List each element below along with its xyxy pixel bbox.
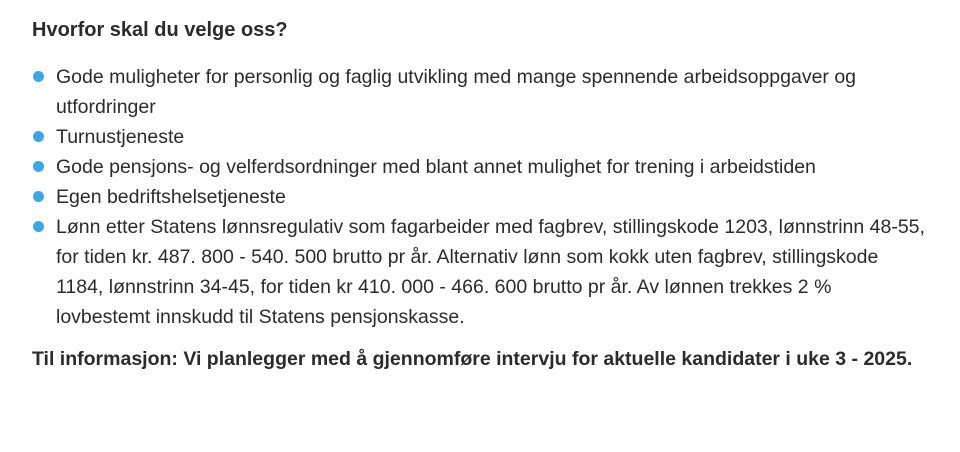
- bullet-dot-icon: [33, 161, 44, 172]
- list-item-text: Gode muligheter for personlig og faglig utvikling med mange spennende arbeidsoppgaver og utfordringer: [56, 66, 857, 118]
- list-item: [32, 212, 928, 332]
- list-item-text: Turnustjeneste: [56, 126, 185, 148]
- bullet-dot-icon: [33, 221, 44, 232]
- list-item: [32, 62, 928, 122]
- section-heading: Hvorfor skal du velge oss?: [32, 19, 288, 41]
- interview-info: Til informasjon: Vi planlegger med å gjennomføre intervju for aktuelle kandidater i uke 3 - 2025.: [32, 348, 913, 370]
- list-item: [32, 122, 928, 152]
- list-item: [32, 182, 928, 212]
- list-item-text: Lønn etter Statens lønnsregulativ som fagarbeider med fagbrev, stillingskode 1203, lønnstrinn 48-55, for tiden kr. 487. 800 - 540. 500 brutto pr år. Alternativ lønn som kokk uten fagbrev, stillingskode 1184, lønnstrinn 34-45, for tiden kr 410. 000 - 466. 600 brutto pr år. Av lønnen trekkes 2 % lovbestemt innskudd til Statens pensjonskasse.: [56, 216, 925, 328]
- bullet-dot-icon: [33, 191, 44, 202]
- bullet-dot-icon: [33, 131, 44, 142]
- bullet-dot-icon: [33, 71, 44, 82]
- benefits-list: [32, 62, 928, 332]
- list-item-text: Egen bedriftshelsetjeneste: [56, 186, 286, 208]
- list-item-text: Gode pensjons- og velferdsordninger med blant annet mulighet for trening i arbeidstiden: [56, 156, 816, 178]
- list-item: [32, 152, 928, 182]
